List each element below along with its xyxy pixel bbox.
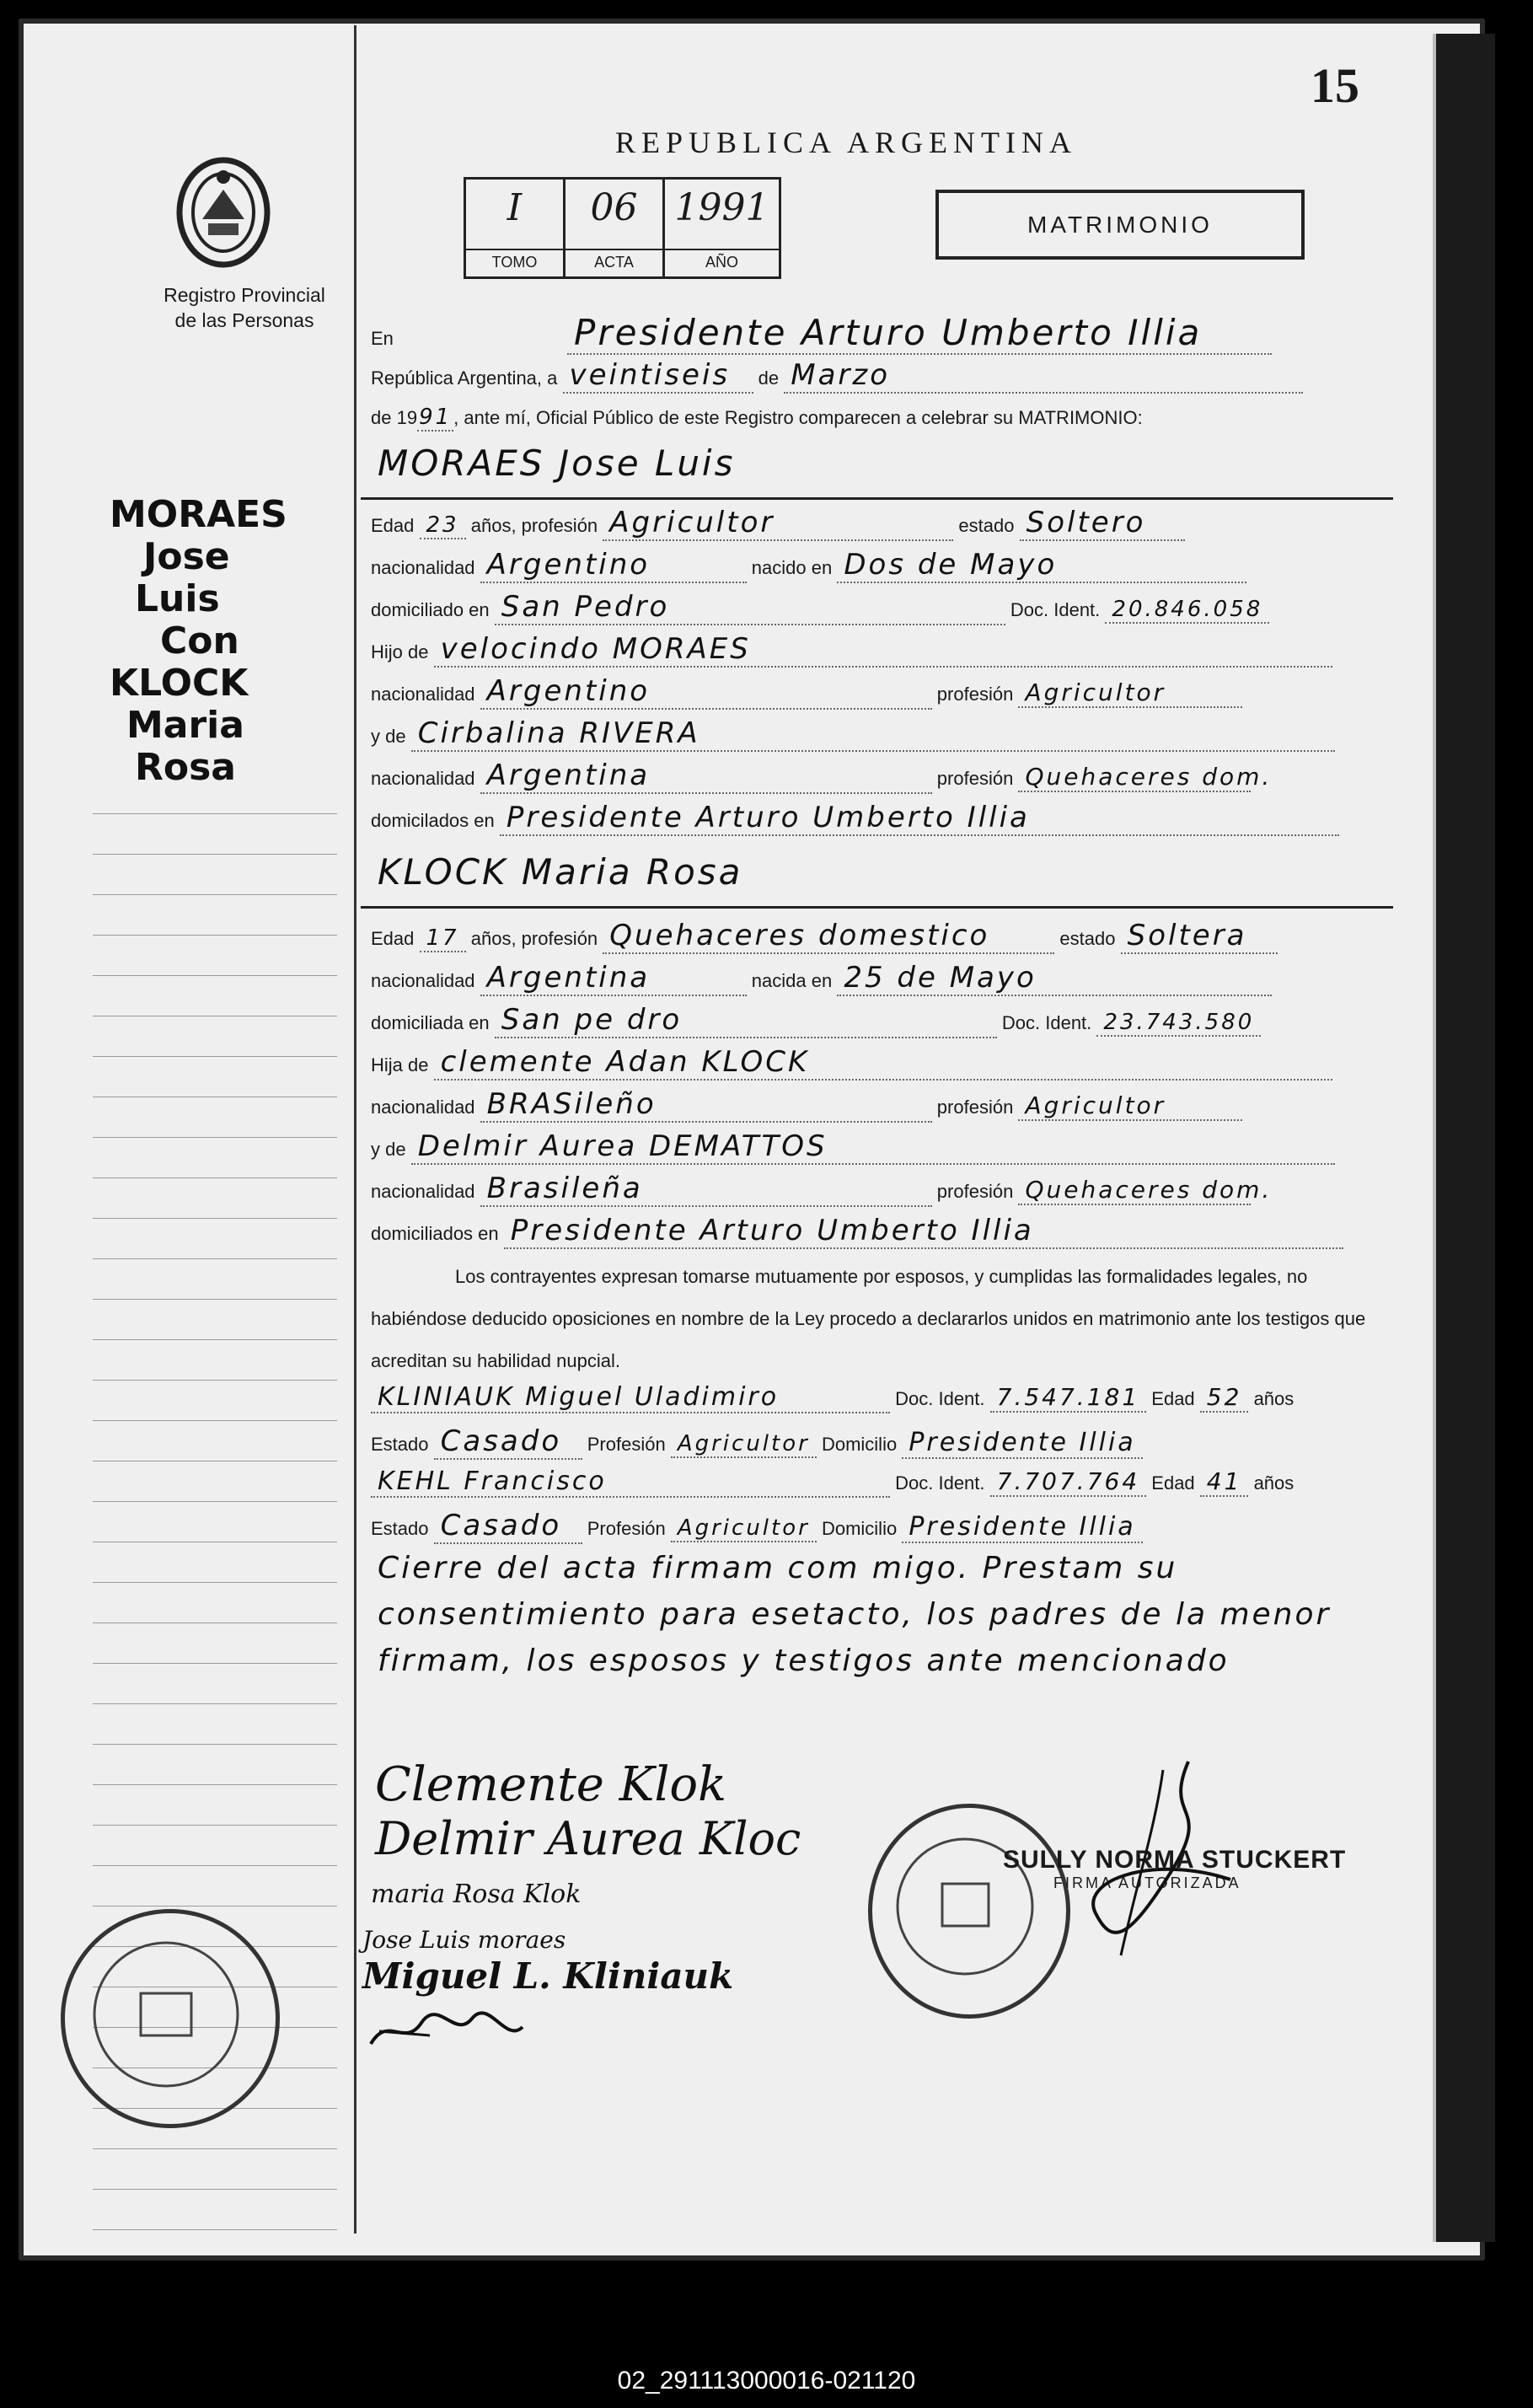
groom-father-nationality: Argentino <box>480 674 932 710</box>
declaration-text: Los contrayentes expresan tomarse mutuamente por esposos, y cumplidas las formalidades legales, no habiéndose deducido oposiciones en nombre de la Ley procedo a declararlos unidos en matrimonio ante los testigos que acreditan su habilidad nupcial. <box>371 1266 1366 1371</box>
groom-mother-info-row <box>371 759 1273 794</box>
groom-father: velocindo MORAES <box>434 632 1332 668</box>
groom-mother-row <box>371 716 1335 752</box>
ruled-line <box>93 975 337 976</box>
ruled-line <box>93 1339 337 1340</box>
ruled-line <box>93 1825 337 1826</box>
registry-line-1: Registro Provincial <box>163 284 325 306</box>
yde-label: y de <box>371 726 406 747</box>
acta-label: ACTA <box>565 249 662 271</box>
bride-birthplace: 25 de Mayo <box>837 961 1272 996</box>
bride-mother-info-row <box>371 1172 1273 1207</box>
section-divider <box>361 906 1393 909</box>
ruled-line <box>93 1056 337 1057</box>
registry-seal-left <box>61 1909 280 2128</box>
groom-parents-address: Presidente Arturo Umberto Illia <box>500 801 1339 836</box>
bride-mother-row <box>371 1129 1335 1165</box>
ruled-line <box>93 813 337 814</box>
ruled-line <box>93 2148 337 2149</box>
nacionalidad-label: nacionalidad <box>371 1181 475 1202</box>
witness1-name: KLINIAUK Miguel Uladimiro <box>371 1382 890 1413</box>
bride-parents-address-row <box>371 1214 1343 1249</box>
margin-name-0: MORAES <box>110 493 287 536</box>
place-value: Presidente Arturo Umberto Illia <box>567 312 1272 355</box>
bride-age: 17 <box>420 925 466 952</box>
edad-label: Edad <box>371 515 415 536</box>
signature-clemente: Clemente Klok <box>375 1757 727 1812</box>
signature-miguel: Miguel L. Kliniauk <box>362 1955 734 1997</box>
ruled-line <box>93 2189 337 2190</box>
profesion-label: profesión <box>936 684 1014 705</box>
bride-mother: Delmir Aurea DEMATTOS <box>411 1129 1335 1165</box>
de-label: de <box>758 367 780 389</box>
groom-status: Soltero <box>1020 506 1185 541</box>
nacido-label: nacido en <box>751 557 833 578</box>
profesion-label: Profesión <box>587 1434 666 1455</box>
profesion-label: Profesión <box>587 1518 666 1539</box>
profesion-label: años, profesión <box>470 515 598 536</box>
margin-name-3: Con <box>160 619 239 662</box>
estado-label: estado <box>1059 928 1116 949</box>
witness1-info-row <box>371 1424 1143 1460</box>
nacionalidad-label: nacionalidad <box>371 768 475 789</box>
groom-nationality: Argentino <box>480 548 747 583</box>
book-binding <box>1433 34 1495 2242</box>
ruled-line <box>93 1177 337 1178</box>
estado-label: Estado <box>371 1518 429 1539</box>
bride-father: clemente Adan KLOCK <box>434 1045 1332 1081</box>
closing-text-3: firmam, los esposos y testigos ante mencionado <box>378 1644 1230 1678</box>
registry-line-2: de las Personas <box>174 309 314 331</box>
groom-name-row <box>371 442 1379 484</box>
official-role: FIRMA AUTORIZADA <box>1053 1874 1241 1891</box>
bride-father-profession: Agricultor <box>1018 1091 1242 1121</box>
republic-label: República Argentina, a <box>371 367 558 389</box>
ruled-line <box>93 1501 337 1502</box>
year-rest: , ante mí, Oficial Público de este Registro comparecen a celebrar su MATRIMONIO: <box>453 407 1143 428</box>
seal-right-ring-icon <box>868 1804 1062 2010</box>
bride-mother-profession: Quehaceres dom. <box>1018 1176 1251 1205</box>
bride-status: Soltera <box>1121 919 1278 954</box>
groom-father-profession: Agricultor <box>1018 678 1242 708</box>
registry-name <box>101 282 388 333</box>
ruled-line <box>93 894 337 895</box>
ruled-line <box>93 935 337 936</box>
registry-seal-right <box>868 1804 1070 2019</box>
closing-line-1 <box>371 1551 1184 1585</box>
margin-name-6: Rosa <box>135 746 236 789</box>
domicilio-label: domiciliado en <box>371 599 490 620</box>
profesion-label: años, profesión <box>470 928 598 949</box>
closing-text-1: Cierre del acta firmam com migo. Prestam su <box>378 1551 1178 1585</box>
hijo-label: Hijo de <box>371 641 429 662</box>
signature-maria: maria Rosa Klok <box>371 1880 582 1909</box>
ruled-line <box>93 1582 337 1583</box>
witness1-age: 52 <box>1200 1383 1249 1413</box>
edad-label: Edad <box>1151 1472 1195 1494</box>
ruled-line <box>93 1906 337 1907</box>
tomo-value: I <box>507 186 523 229</box>
closing-line-3 <box>371 1644 1236 1678</box>
bride-mother-nationality: Brasileña <box>480 1172 932 1207</box>
ruled-line <box>93 1744 337 1745</box>
bride-address-row <box>371 1003 1261 1038</box>
bride-nationality-row <box>371 961 1272 996</box>
place-row <box>371 312 1272 355</box>
misiones-coat-of-arms-icon <box>164 152 282 270</box>
bride-father-info-row <box>371 1087 1242 1123</box>
anio-label: AÑO <box>665 249 779 271</box>
groom-address-row <box>371 590 1269 625</box>
signature-delmir: Delmir Aurea Kloc <box>375 1812 801 1865</box>
edad-label: Edad <box>371 928 415 949</box>
tomo-label: TOMO <box>466 249 563 271</box>
margin-name-5: Maria <box>126 704 244 747</box>
bride-age-row <box>371 919 1278 954</box>
margin-name-4: KLOCK <box>110 662 249 705</box>
acta-box <box>563 177 665 279</box>
groom-mother-profession: Quehaceres dom. <box>1018 763 1251 792</box>
section-divider <box>361 497 1393 500</box>
ruled-line <box>93 1784 337 1785</box>
ruled-line <box>93 1703 337 1704</box>
anio-value: 1991 <box>674 186 769 229</box>
ruled-line <box>93 1218 337 1219</box>
ruled-line <box>93 1137 337 1138</box>
witness1-status: Casado <box>434 1424 582 1460</box>
bride-father-row <box>371 1045 1332 1081</box>
anos-label: años <box>1253 1472 1294 1494</box>
witness1-doc: 7.547.181 <box>990 1383 1147 1413</box>
nacida-label: nacida en <box>751 970 833 991</box>
groom-nationality-row <box>371 548 1246 583</box>
estado-label: Estado <box>371 1434 429 1455</box>
year-prefix: de 19 <box>371 407 418 428</box>
document-type-box: MATRIMONIO <box>935 190 1305 260</box>
margin-name-2: Luis <box>135 577 220 620</box>
domicilio-label: Domicilio <box>821 1518 898 1539</box>
groom-mother: Cirbalina RIVERA <box>411 716 1335 752</box>
bride-nationality: Argentina <box>480 961 747 996</box>
edad-label: Edad <box>1151 1388 1195 1409</box>
closing-line-2 <box>371 1597 1337 1632</box>
groom-name: MORAES Jose Luis <box>378 442 736 484</box>
tomo-box <box>464 177 565 279</box>
estado-label: estado <box>958 515 1015 536</box>
profesion-label: profesión <box>936 1097 1014 1118</box>
groom-doc: 20.846.058 <box>1105 597 1269 624</box>
year-suffix: 91 <box>419 405 453 430</box>
bride-doc: 23.743.580 <box>1096 1010 1261 1037</box>
witness2-doc: 7.707.764 <box>990 1467 1147 1497</box>
bride-address: San pe dro <box>495 1003 997 1038</box>
yde-label: y de <box>371 1139 406 1160</box>
closing-text-2: consentimiento para esetacto, los padres de la menor <box>378 1597 1332 1632</box>
anio-box <box>662 177 781 279</box>
doc-label: Doc. Ident. <box>895 1388 985 1409</box>
nacionalidad-label: nacionalidad <box>371 684 475 705</box>
ruled-line <box>93 1865 337 1866</box>
bride-profession: Quehaceres domestico <box>603 919 1054 954</box>
ruled-line <box>93 1380 337 1381</box>
year-row <box>371 405 1143 432</box>
doc-label: Doc. Ident. <box>1010 599 1101 620</box>
official-name: SULLY NORMA STUCKERT <box>1003 1846 1347 1874</box>
ruled-line <box>93 1622 337 1623</box>
witness2-row <box>371 1467 1294 1498</box>
witness1-profession: Agricultor <box>671 1431 817 1458</box>
nacionalidad-label: nacionalidad <box>371 557 475 578</box>
witness2-status: Casado <box>434 1509 582 1544</box>
witness2-address: Presidente Illia <box>902 1512 1142 1543</box>
ruled-line <box>93 854 337 855</box>
witness2-info-row <box>371 1509 1143 1544</box>
signature-jose: Jose Luis moraes <box>362 1926 566 1954</box>
en-label: En <box>371 328 394 349</box>
groom-parents-address-row <box>371 801 1339 836</box>
bride-name-row <box>371 851 1379 893</box>
doc-label: Doc. Ident. <box>1001 1012 1092 1033</box>
official-signature-icon <box>1062 1753 1247 1972</box>
witness2-profession: Agricultor <box>671 1515 817 1542</box>
bride-name: KLOCK Maria Rosa <box>378 851 743 893</box>
profesion-label: profesión <box>936 768 1014 789</box>
witness1-address: Presidente Illia <box>902 1428 1142 1459</box>
day-value: veintiseis <box>563 358 753 394</box>
groom-birthplace: Dos de Mayo <box>837 548 1246 583</box>
witness1-row <box>371 1382 1294 1413</box>
month-value: Marzo <box>784 358 1303 394</box>
witness2-age: 41 <box>1200 1467 1249 1497</box>
groom-profession: Agricultor <box>603 506 953 541</box>
groom-age-row <box>371 506 1185 541</box>
hija-label: Hija de <box>371 1054 429 1075</box>
domicilio-label: domiciliada en <box>371 1012 490 1033</box>
groom-father-info-row <box>371 674 1242 710</box>
doc-label: Doc. Ident. <box>895 1472 985 1494</box>
ruled-line <box>93 1258 337 1259</box>
groom-address: San Pedro <box>495 590 1005 625</box>
ruled-line <box>93 1420 337 1421</box>
seal-left-ring-icon <box>61 1909 271 2120</box>
document-header: REPUBLICA ARGENTINA <box>615 126 1078 159</box>
bride-father-nationality: BRASileño <box>480 1087 932 1123</box>
date-row <box>371 358 1303 394</box>
domicilio-label: Domicilio <box>821 1434 898 1455</box>
signature-francisco-icon <box>362 2006 531 2057</box>
ruled-line <box>93 1663 337 1664</box>
nacionalidad-label: nacionalidad <box>371 970 475 991</box>
ruled-line <box>93 2229 337 2230</box>
domiciliados-label: domicilados en <box>371 810 495 831</box>
margin-column-line <box>354 25 356 2234</box>
groom-age: 23 <box>420 512 466 539</box>
groom-father-row <box>371 632 1332 668</box>
page-number: 15 <box>1311 58 1359 113</box>
groom-mother-nationality: Argentina <box>480 759 932 794</box>
profesion-label: profesión <box>936 1181 1014 1202</box>
acta-value: 06 <box>590 186 638 229</box>
bride-parents-address: Presidente Arturo Umberto Illia <box>504 1214 1343 1249</box>
margin-name-1: Jose <box>143 535 230 578</box>
ruled-line <box>93 1299 337 1300</box>
witness2-name: KEHL Francisco <box>371 1467 890 1498</box>
file-identifier: 02_291113000016-021120 <box>617 2367 916 2395</box>
nacionalidad-label: nacionalidad <box>371 1097 475 1118</box>
domiciliados-label: domiciliados en <box>371 1223 499 1244</box>
anos-label: años <box>1253 1388 1294 1409</box>
